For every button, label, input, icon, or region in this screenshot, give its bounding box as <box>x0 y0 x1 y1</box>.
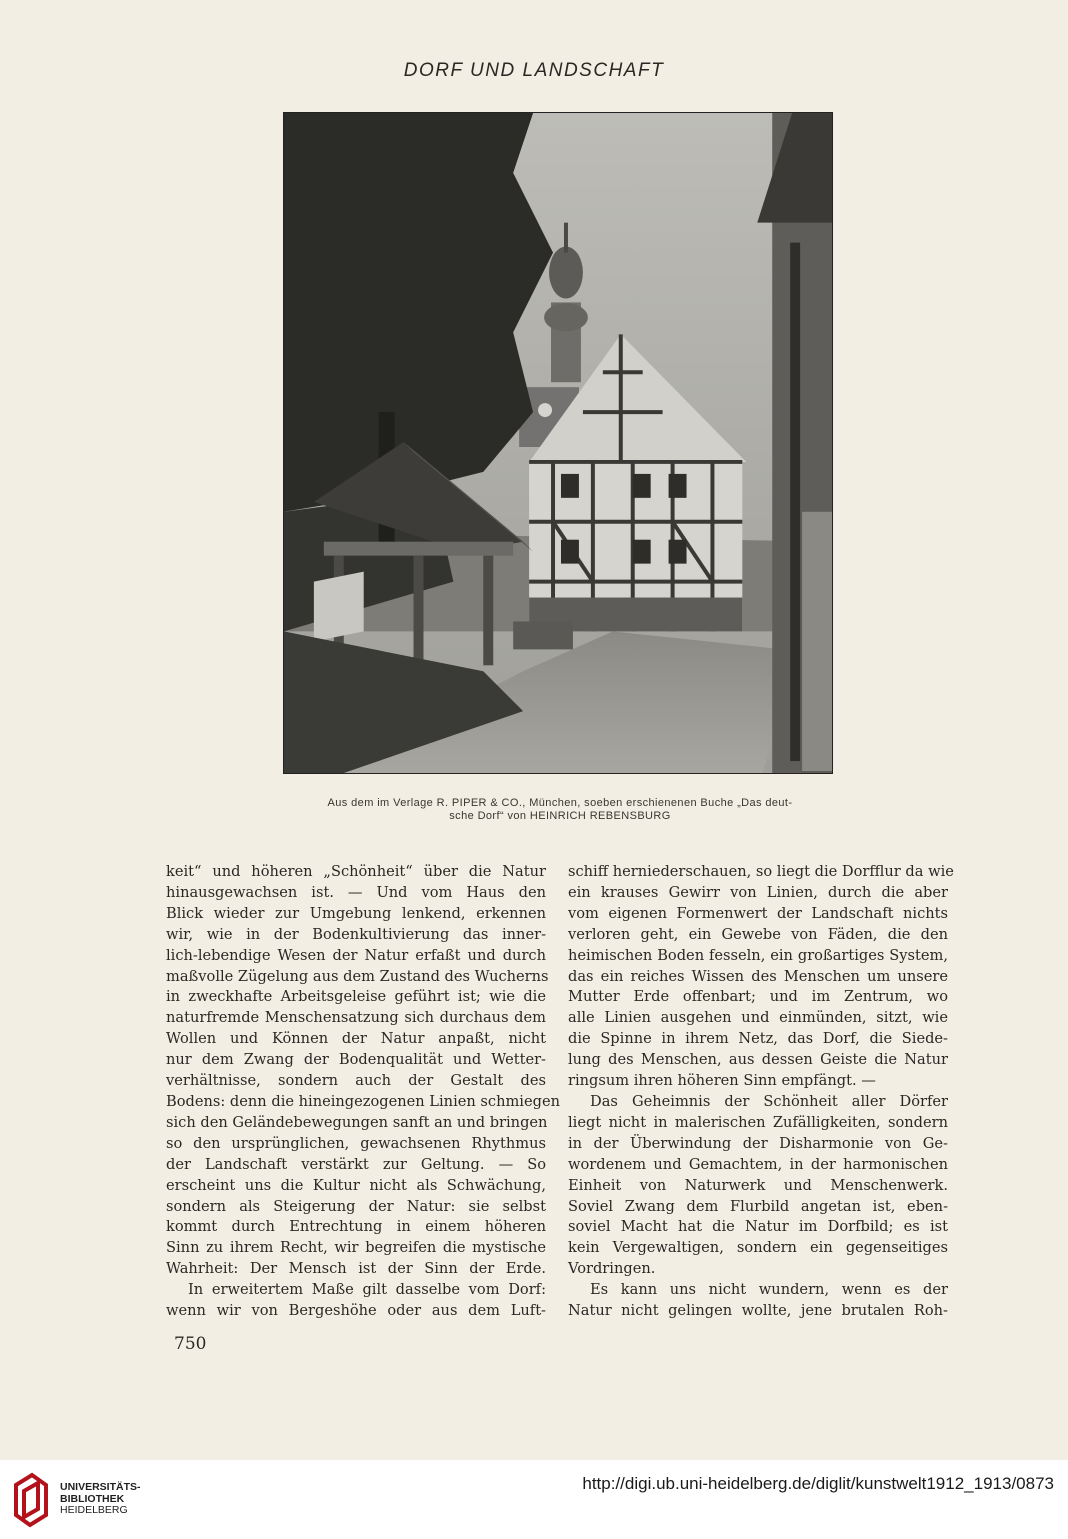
text-line: so den ursprünglichen, gewachsenen Rhythmus <box>166 1134 546 1152</box>
text-line: nur dem Zwang der Bodenqualität und Wetter- <box>166 1051 546 1069</box>
library-footer <box>0 1460 1068 1539</box>
text-line: lung des Menschen, aus dessen Geiste die Natur <box>568 1051 948 1069</box>
text-line: ringsum ihren höheren Sinn empfängt. — <box>568 1072 876 1090</box>
permalink-url[interactable]: http://digi.ub.uni-heidelberg.de/diglit/kunstwelt1912_1913/0873 <box>582 1474 1054 1493</box>
text-line: Bodens: denn die hineingezogenen Linien schmiegen <box>166 1092 560 1110</box>
text-line: Wahrheit: Der Mensch ist der Sinn der Erde. <box>166 1260 546 1278</box>
text-line: verhältnisse, sondern auch der Gestalt des <box>166 1072 546 1090</box>
text-line: soviel Macht hat die Natur im Dorfbild; es ist <box>568 1218 948 1236</box>
text-line: die Spinne in ihrem Netz, das Dorf, die Siede- <box>568 1030 948 1048</box>
text-line: alle Linien ausgehen und einmünden, sitzt, wie <box>568 1009 948 1027</box>
right-text-column <box>568 862 954 1322</box>
text-line: wenn wir von Bergeshöhe oder aus dem Luft- <box>166 1302 546 1320</box>
text-line: Blick wieder zur Umgebung lenkend, erkennen <box>166 904 546 922</box>
text-line: wordenem und Gemachtem, in der harmonischen <box>568 1155 948 1173</box>
text-line: kommt durch Entrechtung in einem höheren <box>166 1218 546 1236</box>
caption-line: sche Dorf“ von HEINRICH REBENSBURG <box>449 810 671 822</box>
text-line: kein Vergewaltigen, sondern ein gegenseitiges <box>568 1239 948 1257</box>
photo-caption <box>250 797 870 823</box>
text-line: sich den Geländebewegungen sanft an und bringen <box>166 1113 548 1131</box>
left-text-column <box>166 862 560 1322</box>
text-line: hinausgewachsen ist. — Und vom Haus den <box>166 883 546 901</box>
text-line: Sinn zu ihrem Recht, wir begreifen die mystische <box>166 1239 546 1257</box>
text-line: Das Geheimnis der Schönheit aller Dörfer <box>590 1092 948 1110</box>
running-title: DORF UND LANDSCHAFT <box>403 60 665 81</box>
text-line: keit“ und höheren „Schönheit“ über die Natur <box>166 863 546 880</box>
text-line: Wollen und Können der Natur anpaßt, nicht <box>166 1030 546 1048</box>
text-line: Es kann uns nicht wundern, wenn es der <box>590 1281 948 1299</box>
text-line: lich-lebendige Wesen der Natur erfaßt und durch <box>166 946 546 964</box>
text-line: erscheint uns die Kultur nicht als Schwächung, <box>166 1176 546 1194</box>
text-line: das ein reiches Wissen des Menschen um unsere <box>568 967 948 985</box>
text-line: wir, wie in der Bodenkultivierung das inner- <box>166 925 546 943</box>
caption-line: Aus dem im Verlage R. PIPER & CO., München, soeben erschienenen Buche „Das deut- <box>327 797 793 809</box>
text-line: naturfremde Menschensatzung sich durchaus dem <box>166 1009 546 1027</box>
text-line: schiff herniederschauen, so liegt die Dorfflur da wie <box>568 863 954 880</box>
text-line: Natur nicht gelingen wollte, jene brutalen Roh- <box>568 1302 948 1320</box>
text-line: verloren geht, ein Gewebe von Fäden, die den <box>568 925 948 943</box>
library-name-line: BIBLIOTHEK <box>60 1492 125 1505</box>
library-name <box>60 1482 141 1517</box>
text-line: der Landschaft verstärkt zur Geltung. — So <box>166 1155 546 1173</box>
text-line: vom eigenen Formenwert der Landschaft nichts <box>568 904 948 922</box>
library-name-line: UNIVERSITÄTS- <box>60 1481 141 1493</box>
text-line: in der Überwindung der Disharmonie von Ge- <box>568 1134 948 1152</box>
village-photograph <box>283 112 833 774</box>
text-line: Einheit von Naturwerk und Menschenwerk. <box>568 1176 948 1194</box>
text-line: Vordringen. <box>568 1260 656 1278</box>
library-logo-icon <box>10 1471 52 1529</box>
text-line: sondern als Steigerung der Natur: sie selbst <box>166 1197 546 1215</box>
page-number: 750 <box>174 1334 207 1354</box>
library-name-line: HEIDELBERG <box>60 1504 128 1516</box>
text-line: In erweitertem Maße gilt dasselbe vom Dorf: <box>188 1281 546 1299</box>
text-line: in zweckhafte Arbeitsgeleise geführt ist; wie die <box>166 988 546 1006</box>
text-line: ein krauses Gewirr von Linien, durch die aber <box>568 883 948 901</box>
text-line: maßvolle Zügelung aus dem Zustand des Wucherns <box>166 967 549 985</box>
text-line: Soviel Zwang dem Flurbild angetan ist, eben- <box>568 1197 948 1215</box>
text-line: heimischen Boden fesseln, ein großartiges System, <box>568 946 948 964</box>
text-line: Mutter Erde offenbart; und im Zentrum, wo <box>568 988 948 1006</box>
text-line: liegt nicht in malerischen Zufälligkeiten, sondern <box>568 1113 948 1131</box>
